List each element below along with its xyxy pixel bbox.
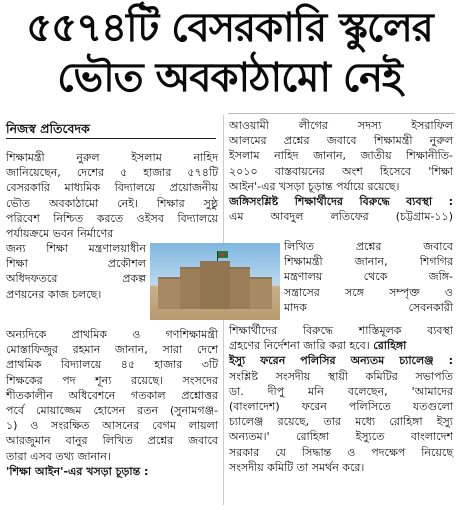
text-line: বেসরকারি মাধ্যমিক বিদ্যালয়ে প্রয়োজনীয়	[6, 181, 218, 195]
text-line: পরিবেশ নিশ্চিত করতে ওইসব বিদ্যালয়ে	[6, 211, 218, 225]
headline-line-2: ভৌত অবকাঠামো নেই	[57, 55, 402, 101]
text-span: গ্রহণের নির্দেশনা জারি করা হবে।	[229, 339, 370, 353]
text-line: অন্যদিকে প্রাথমিক ও গণশিক্ষামন্ত্রী	[6, 328, 218, 341]
subhead-militancy-action: জঙ্গিসংশ্লিষ্ট শিক্ষার্থীদের বিরুদ্ধে ব্যবস্থা :	[229, 195, 453, 209]
text-line: প্রণয়নের কাজ চলছে।	[6, 287, 102, 301]
text-line: শীতকালীন অধিবেশনে গতকাল প্রশ্নোত্তর	[6, 388, 218, 402]
text-line: মাদক সেবনকারী	[284, 300, 453, 314]
right-column-top	[229, 118, 453, 224]
column-top-rule	[228, 113, 454, 114]
text-line: ডা. দীপু মনি বলেছেন, 'আমাদের	[229, 384, 453, 398]
text-line: ভৌত অবকাঠামো নেই। শিক্ষার সুষ্ঠু	[6, 196, 218, 210]
text-line: ১) ও সংরক্ষিত আসনের বেগম লায়লা	[6, 419, 218, 433]
subhead-rohingya-a: রোহিঙ্গা	[373, 339, 407, 353]
bangladesh-flag-icon	[218, 251, 228, 258]
text-line: পর্বে মোয়াজ্জেম হোসেন রতন (সুনামগঞ্জ-	[6, 404, 218, 418]
text-line: এম আবদুল লতিফের (চট্টগ্রাম-১১)	[229, 210, 453, 224]
text-line: সংশ্লিষ্ট সংসদীয় স্থায়ী কমিটির সভাপতি	[229, 369, 453, 383]
headline	[4, 3, 455, 103]
text-line: অন্যতম।' রোহিঙ্গা ইস্যুতে বাংলাদেশ	[229, 430, 453, 444]
text-line: সরকার যে সিদ্ধান্ত ও পদক্ষেপ নিয়েছে	[229, 445, 453, 459]
text-line: (বাংলাদেশ) ফরেন পলিসিতে যতগুলো	[229, 400, 453, 414]
text-line: শিক্ষকের পদ শূন্য রয়েছে। সংসদের	[6, 373, 218, 387]
left-column-beside-photo	[6, 241, 146, 302]
parliament-building-photo	[150, 243, 280, 320]
right-column-beside-photo	[284, 239, 453, 315]
subhead-rohingya-b: ইস্যু ফরেন পলিসির অন্যতম চ্যালেঞ্জ :	[229, 354, 453, 368]
text-line: আইন'-এর খসড়া চূড়ান্ত পর্যায়ে রয়েছে।	[229, 179, 400, 193]
byline: নিজস্ব প্রতিবেদক	[6, 121, 90, 136]
text-line: অধিদফতরে প্রকল্প	[6, 272, 146, 286]
text-line: প্রাথমিক বিদ্যালয়ে ৪৫ হাজার ৩টি	[6, 358, 218, 372]
right-column-bottom	[229, 323, 453, 475]
text-line: চ্যালেঞ্জ রয়েছে, তার মধ্যে রোহিঙ্গা ইস্যু	[229, 415, 453, 429]
byline-rule	[6, 138, 216, 139]
building-tower	[200, 261, 230, 309]
left-column-top	[6, 150, 218, 241]
text-line: আওয়ামী লীগের সদস্য ইসরাফিল	[229, 119, 453, 132]
text-line: লিখিত প্রশ্নের জবাবে	[284, 240, 453, 253]
text-line: সন্ত্রাসের সঙ্গে সম্পৃক্ত ও	[284, 285, 453, 299]
left-column-bottom	[6, 327, 218, 479]
text-line: জানিয়েছেন, দেশের ৫ হাজার ৫৭৪টি	[6, 166, 218, 180]
text-line-with-subhead	[229, 338, 453, 353]
text-line: ২০১০ বাস্তবায়নের অংশ হিসেবে 'শিক্ষা	[229, 164, 453, 178]
text-line: শিক্ষামন্ত্রী নুরুল ইসলাম নাহিদ	[6, 151, 218, 164]
text-line: আরজুমান বানুর লিখিত প্রশ্নের জবাবে	[6, 434, 218, 448]
text-line: আলমের প্রশ্নের জবাবে শিক্ষামন্ত্রী নুরুল	[229, 134, 453, 148]
text-line: পর্যায়ক্রমে ভবন নির্মাণের	[6, 227, 114, 241]
headline-line-1: ৫৫৭৪টি বেসরকারি স্কুলের	[26, 5, 433, 51]
text-line: শিক্ষা প্রকৌশল	[6, 257, 146, 271]
text-line: শিক্ষামন্ত্রী জানান, শিগগির	[284, 255, 453, 269]
text-line: ইসলাম নাহিদ জানান, জাতীয় শিক্ষানীতি-	[229, 149, 453, 163]
text-line: মন্ত্রণালয় থেকে জঙ্গি-	[284, 270, 453, 284]
text-line: তারা এসব তথ্য জানান।	[6, 449, 111, 463]
text-line: জন্য শিক্ষা মন্ত্রণালয়াধীন	[6, 242, 146, 255]
text-line: শিক্ষার্থীদের বিরুদ্ধে শাস্তিমূলক ব্যবস্থা	[229, 324, 453, 337]
subhead-education-act: 'শিক্ষা আইন'-এর খসড়া চূড়ান্ত :	[6, 464, 149, 478]
text-line: মোস্তাফিজুর রহমান জানান, সারা দেশে	[6, 343, 218, 357]
text-line: সংসদীয় কমিটি তা সমর্থন করে।	[229, 460, 365, 474]
